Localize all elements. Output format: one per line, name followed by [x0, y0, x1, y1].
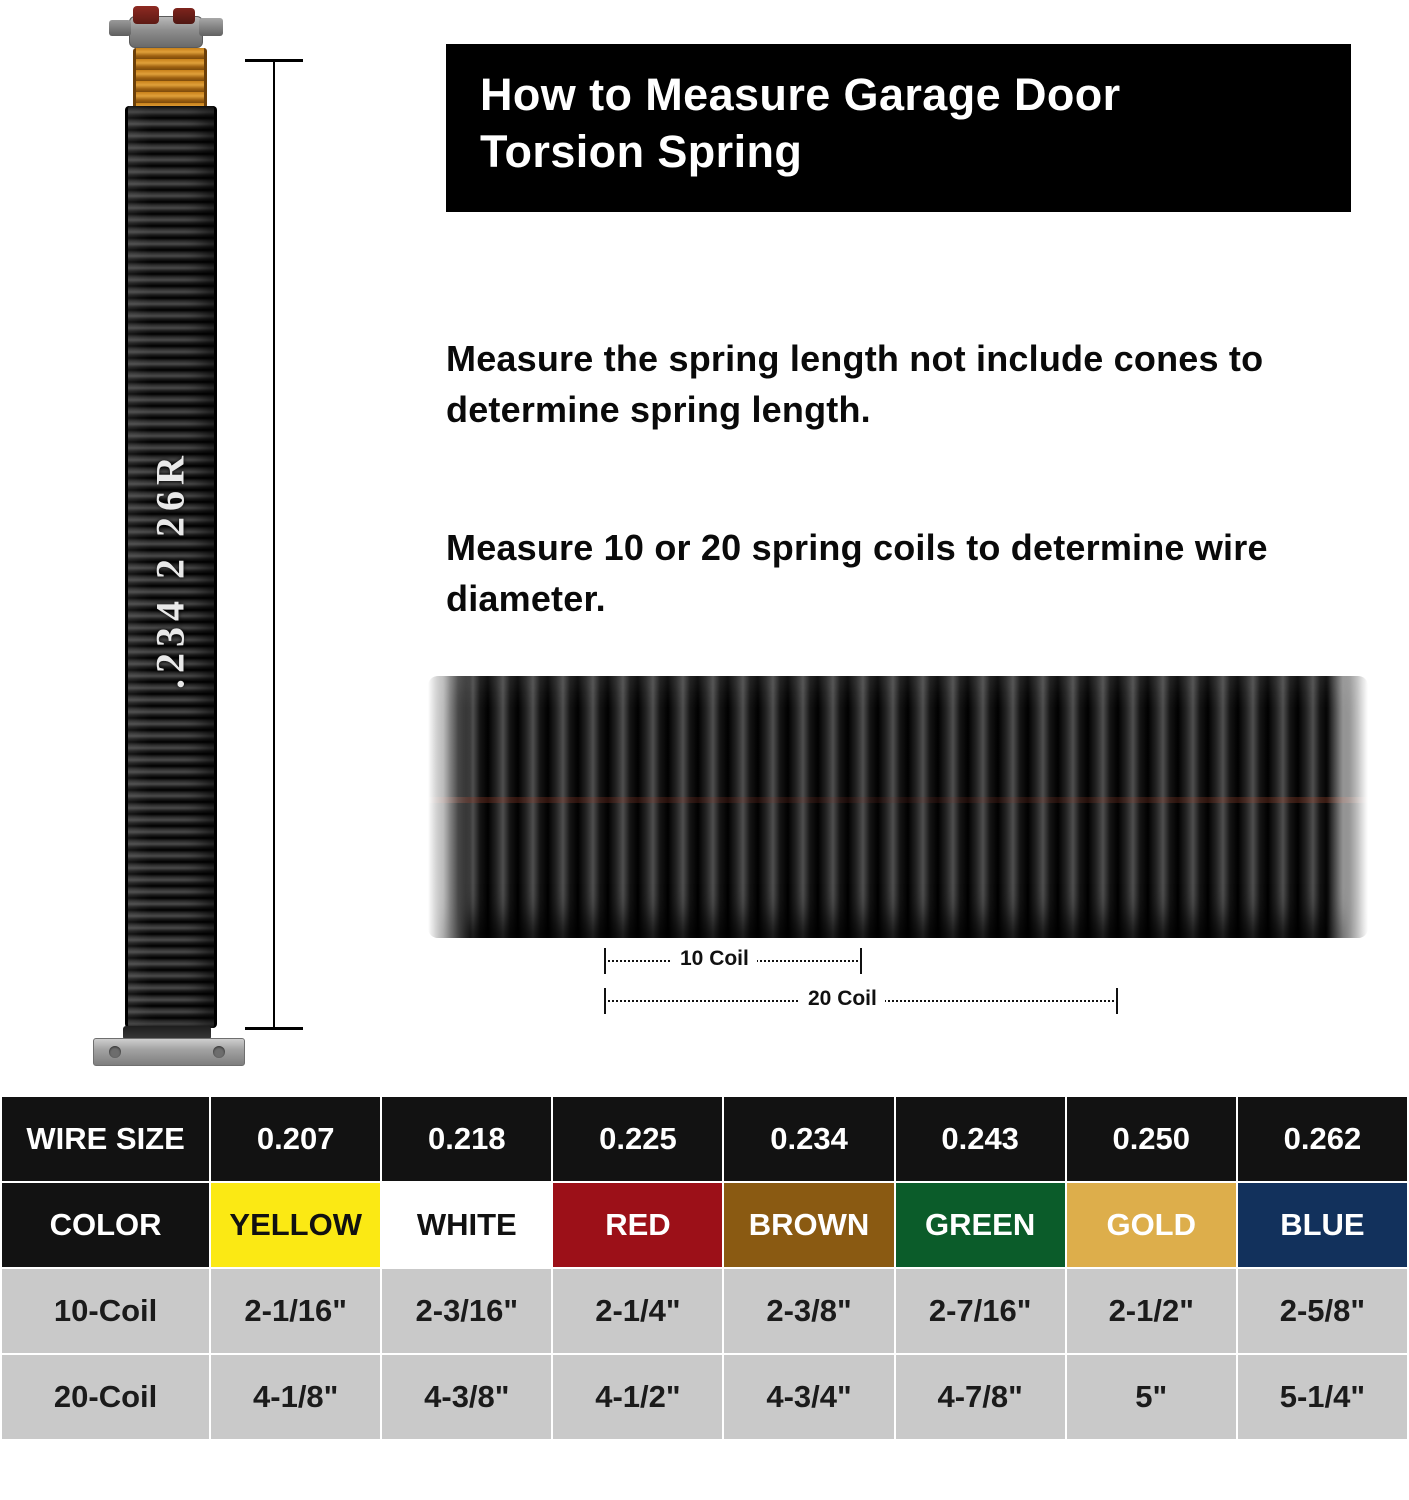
ten-coil-cap-right — [860, 948, 862, 974]
plate-bolt-hole-left — [109, 1046, 121, 1058]
table-row-twenty-coil — [1, 1354, 1408, 1440]
ten-coil-label: 10 Coil — [672, 947, 757, 971]
dimension-line — [273, 61, 275, 1029]
cone-set-screw-left — [133, 6, 159, 24]
ten-coil-cell-4: 2-7/16" — [895, 1268, 1066, 1354]
color-cell-3: BROWN — [723, 1182, 894, 1268]
twenty-coil-label: 20 Coil — [800, 987, 885, 1011]
twenty-coil-cell-3: 4-3/4" — [723, 1354, 894, 1440]
ten-coil-cell-2: 2-1/4" — [552, 1268, 723, 1354]
ten-coil-cell-6: 2-5/8" — [1237, 1268, 1408, 1354]
coil-measurement-callouts — [428, 940, 1368, 1020]
wire-size-cell-5: 0.250 — [1066, 1096, 1237, 1182]
twenty-coil-callout — [604, 988, 1118, 1014]
color-cell-1: WHITE — [381, 1182, 552, 1268]
instruction-text-1: Measure the spring length not include cones to determine spring length. — [446, 338, 1264, 431]
twenty-coil-cell-4: 4-7/8" — [895, 1354, 1066, 1440]
twenty-coil-cell-1: 4-3/8" — [381, 1354, 552, 1440]
winding-cone — [107, 4, 225, 52]
stationary-cone-plate — [93, 1026, 243, 1070]
wire-size-cell-2: 0.225 — [552, 1096, 723, 1182]
spring-right-fade — [1326, 676, 1368, 938]
ten-coil-callout — [604, 948, 862, 974]
spring-length-dimension — [231, 55, 297, 1035]
title-banner — [446, 44, 1351, 212]
vertical-spring-figure — [45, 0, 295, 1090]
wire-size-cell-3: 0.234 — [723, 1096, 894, 1182]
wire-size-color-table — [0, 1095, 1409, 1441]
color-cell-5: GOLD — [1066, 1182, 1237, 1268]
table-row-color — [1, 1182, 1408, 1268]
color-cell-4: GREEN — [895, 1182, 1066, 1268]
color-cell-2: RED — [552, 1182, 723, 1268]
horizontal-spring-figure — [428, 676, 1368, 946]
spring-left-fade — [428, 676, 470, 938]
row-label-wire-size: WIRE SIZE — [1, 1096, 210, 1182]
twenty-coil-cell-6: 5-1/4" — [1237, 1354, 1408, 1440]
ten-coil-cell-1: 2-3/16" — [381, 1268, 552, 1354]
cone-winding-hole-right — [199, 18, 223, 36]
wire-size-cell-6: 0.262 — [1237, 1096, 1408, 1182]
spring-gold-coils — [133, 48, 207, 110]
instruction-text-2: Measure 10 or 20 spring coils to determine wire diameter. — [446, 527, 1268, 620]
row-label-twenty-coil: 20-Coil — [1, 1354, 210, 1440]
ten-coil-cell-3: 2-3/8" — [723, 1268, 894, 1354]
twenty-coil-cell-2: 4-1/2" — [552, 1354, 723, 1440]
cone-set-screw-right — [173, 8, 195, 24]
twenty-coil-cap-right — [1116, 988, 1118, 1014]
color-cell-6: BLUE — [1237, 1182, 1408, 1268]
cone-winding-hole-left — [109, 20, 131, 36]
wire-size-cell-1: 0.218 — [381, 1096, 552, 1182]
twenty-coil-cell-0: 4-1/8" — [210, 1354, 381, 1440]
page-title-line-2: Torsion Spring — [480, 126, 803, 178]
row-label-color: COLOR — [1, 1182, 210, 1268]
page-title-line-1: How to Measure Garage Door — [480, 69, 1121, 120]
wire-size-cell-0: 0.207 — [210, 1096, 381, 1182]
dimension-tick-bottom — [245, 1027, 303, 1030]
color-cell-0: YELLOW — [210, 1182, 381, 1268]
twenty-coil-cell-5: 5" — [1066, 1354, 1237, 1440]
plate-bolt-hole-right — [213, 1046, 225, 1058]
table-row-ten-coil — [1, 1268, 1408, 1354]
spring-coil-body — [125, 106, 217, 1028]
ten-coil-cell-0: 2-1/16" — [210, 1268, 381, 1354]
row-label-ten-coil: 10-Coil — [1, 1268, 210, 1354]
spring-printed-label: .234 2 26R — [147, 450, 193, 689]
ten-coil-cell-5: 2-1/2" — [1066, 1268, 1237, 1354]
horizontal-spring-coils — [428, 676, 1368, 938]
table-row-wire-size — [1, 1096, 1408, 1182]
wire-size-cell-4: 0.243 — [895, 1096, 1066, 1182]
